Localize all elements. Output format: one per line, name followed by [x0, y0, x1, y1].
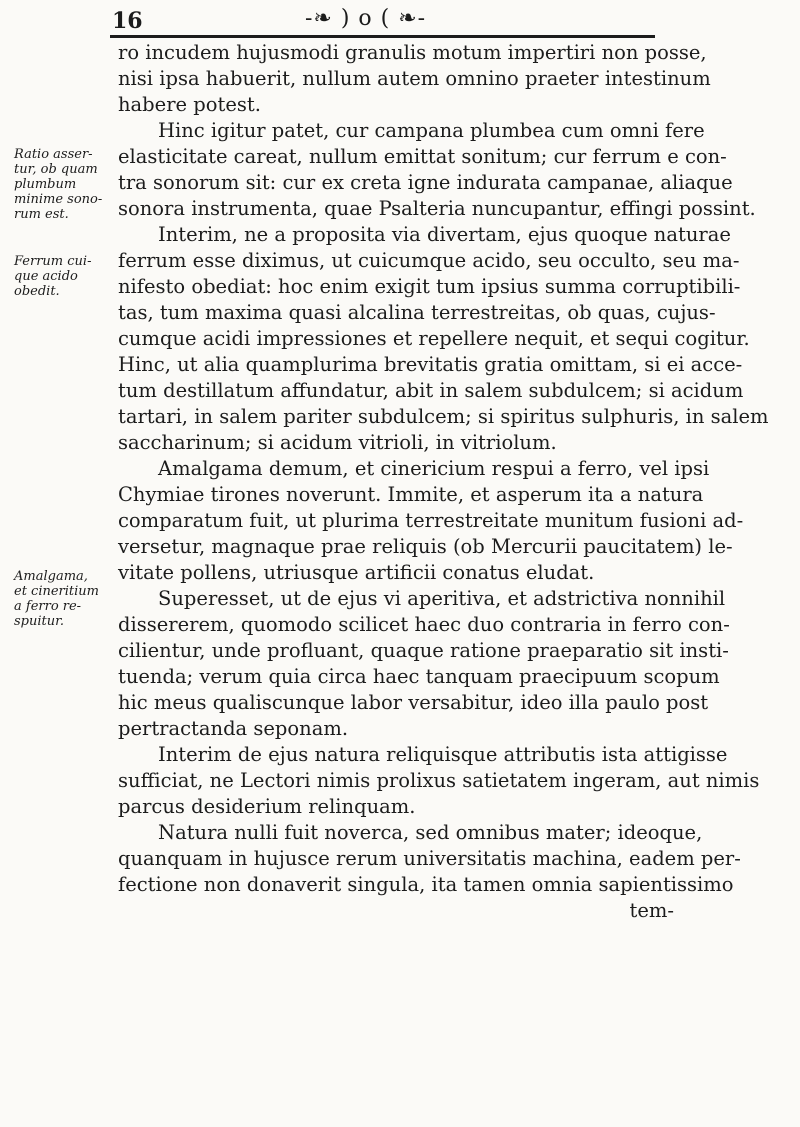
- margin-note-line: minime sono-: [14, 192, 103, 207]
- text-line: saccharinum; si acidum vitrioli, in vitriolum.: [118, 431, 557, 454]
- main-text: [118, 40, 769, 924]
- running-header: [110, 2, 655, 36]
- text-line: comparatum fuit, ut plurima terrestreitate munitum fusioni ad-: [118, 509, 744, 532]
- catchword: tem-: [629, 899, 674, 922]
- text-line: parcus desiderium relinquam.: [118, 795, 416, 818]
- text-line: tuenda; verum quia circa haec tanquam praecipuum scopum: [118, 665, 720, 688]
- text-line: habere potest.: [118, 93, 261, 116]
- margin-note-line: Ferrum cui-: [14, 254, 92, 269]
- header-ornament: -❧ ) o ( ❧-: [305, 6, 427, 31]
- text-line: tas, tum maxima quasi alcalina terrestreitas, ob quas, cujus-: [118, 301, 716, 324]
- margin-note-line: plumbum: [14, 177, 77, 192]
- margin-note-line: a ferro re-: [14, 599, 82, 614]
- margin-note-line: tur, ob quam: [14, 162, 98, 177]
- text-line: fectione non donaverit singula, ita tamen omnia sapientissimo: [118, 873, 734, 896]
- text-line: Hinc igitur patet, cur campana plumbea cum omni fere: [158, 119, 705, 142]
- text-line: Interim, ne a proposita via divertam, ejus quoque naturae: [158, 223, 731, 246]
- text-line: ferrum esse diximus, ut cuicumque acido, seu occulto, seu ma-: [118, 249, 740, 272]
- text-line: ro incudem hujusmodi granulis motum impertiri non posse,: [118, 41, 707, 64]
- text-line: vitate pollens, utriusque artificii conatus eludat.: [118, 561, 595, 584]
- margin-note-amalgama: [14, 569, 114, 629]
- text-line: tum destillatum affundatur, abit in salem subdulcem; si acidum: [118, 379, 744, 402]
- margin-note-plumbum: [14, 147, 114, 222]
- margin-note-line: Ratio asser-: [14, 147, 93, 162]
- text-line: Natura nulli fuit noverca, sed omnibus mater; ideoque,: [158, 821, 703, 844]
- text-line: pertractanda seponam.: [118, 717, 349, 740]
- margin-note-line: Amalgama,: [14, 569, 88, 584]
- margin-note-ferrum: [14, 254, 114, 299]
- text-line: cilientur, unde profluant, quaque ratione praeparatio sit insti-: [118, 639, 729, 662]
- text-line: cumque acidi impressiones et repellere nequit, et sequi cogitur.: [118, 327, 750, 350]
- text-line: Amalgama demum, et cinericium respui a ferro, vel ipsi: [158, 457, 710, 480]
- text-line: hic meus qualiscunque labor versabitur, ideo illa paulo post: [118, 691, 709, 714]
- text-line: Chymiae tirones noverunt. Immite, et asperum ita a natura: [118, 483, 704, 506]
- text-line: nifesto obediat: hoc enim exigit tum ipsius summa corruptibili-: [118, 275, 741, 298]
- margin-note-line: et cineritium: [14, 584, 100, 599]
- text-line: quanquam in hujusce rerum universitatis machina, eadem per-: [118, 847, 741, 870]
- text-line: versetur, magnaque prae reliquis (ob Mercurii paucitatem) le-: [118, 535, 733, 558]
- text-line: nisi ipsa habuerit, nullum autem omnino praeter intestinum: [118, 67, 711, 90]
- text-line: tartari, in salem pariter subdulcem; si spiritus sulphuris, in salem: [118, 405, 769, 428]
- text-line: dissererem, quomodo scilicet haec duo contraria in ferro con-: [118, 613, 730, 636]
- text-line: Superesset, ut de ejus vi aperitiva, et adstrictiva nonnihil: [158, 587, 726, 610]
- page-number: 16: [112, 8, 143, 34]
- margin-note-line: spuitur.: [14, 614, 65, 629]
- margin-note-line: que acido: [14, 269, 78, 284]
- text-line: tra sonorum sit: cur ex creta igne indurata campanae, aliaque: [118, 171, 733, 194]
- text-line: elasticitate careat, nullum emittat sonitum; cur ferrum e con-: [118, 145, 727, 168]
- text-line: sonora instrumenta, quae Psalteria nuncupantur, effingi possint.: [118, 197, 756, 220]
- text-line: sufficiat, ne Lectori nimis prolixus satietatem ingeram, aut nimis: [118, 769, 760, 792]
- header-rule: [110, 35, 655, 38]
- margin-note-line: obedit.: [14, 284, 60, 299]
- text-line: Hinc, ut alia quamplurima brevitatis gratia omittam, si ei acce-: [118, 353, 743, 376]
- text-line: Interim de ejus natura reliquisque attributis ista attigisse: [158, 743, 728, 766]
- margin-note-line: rum est.: [14, 207, 69, 222]
